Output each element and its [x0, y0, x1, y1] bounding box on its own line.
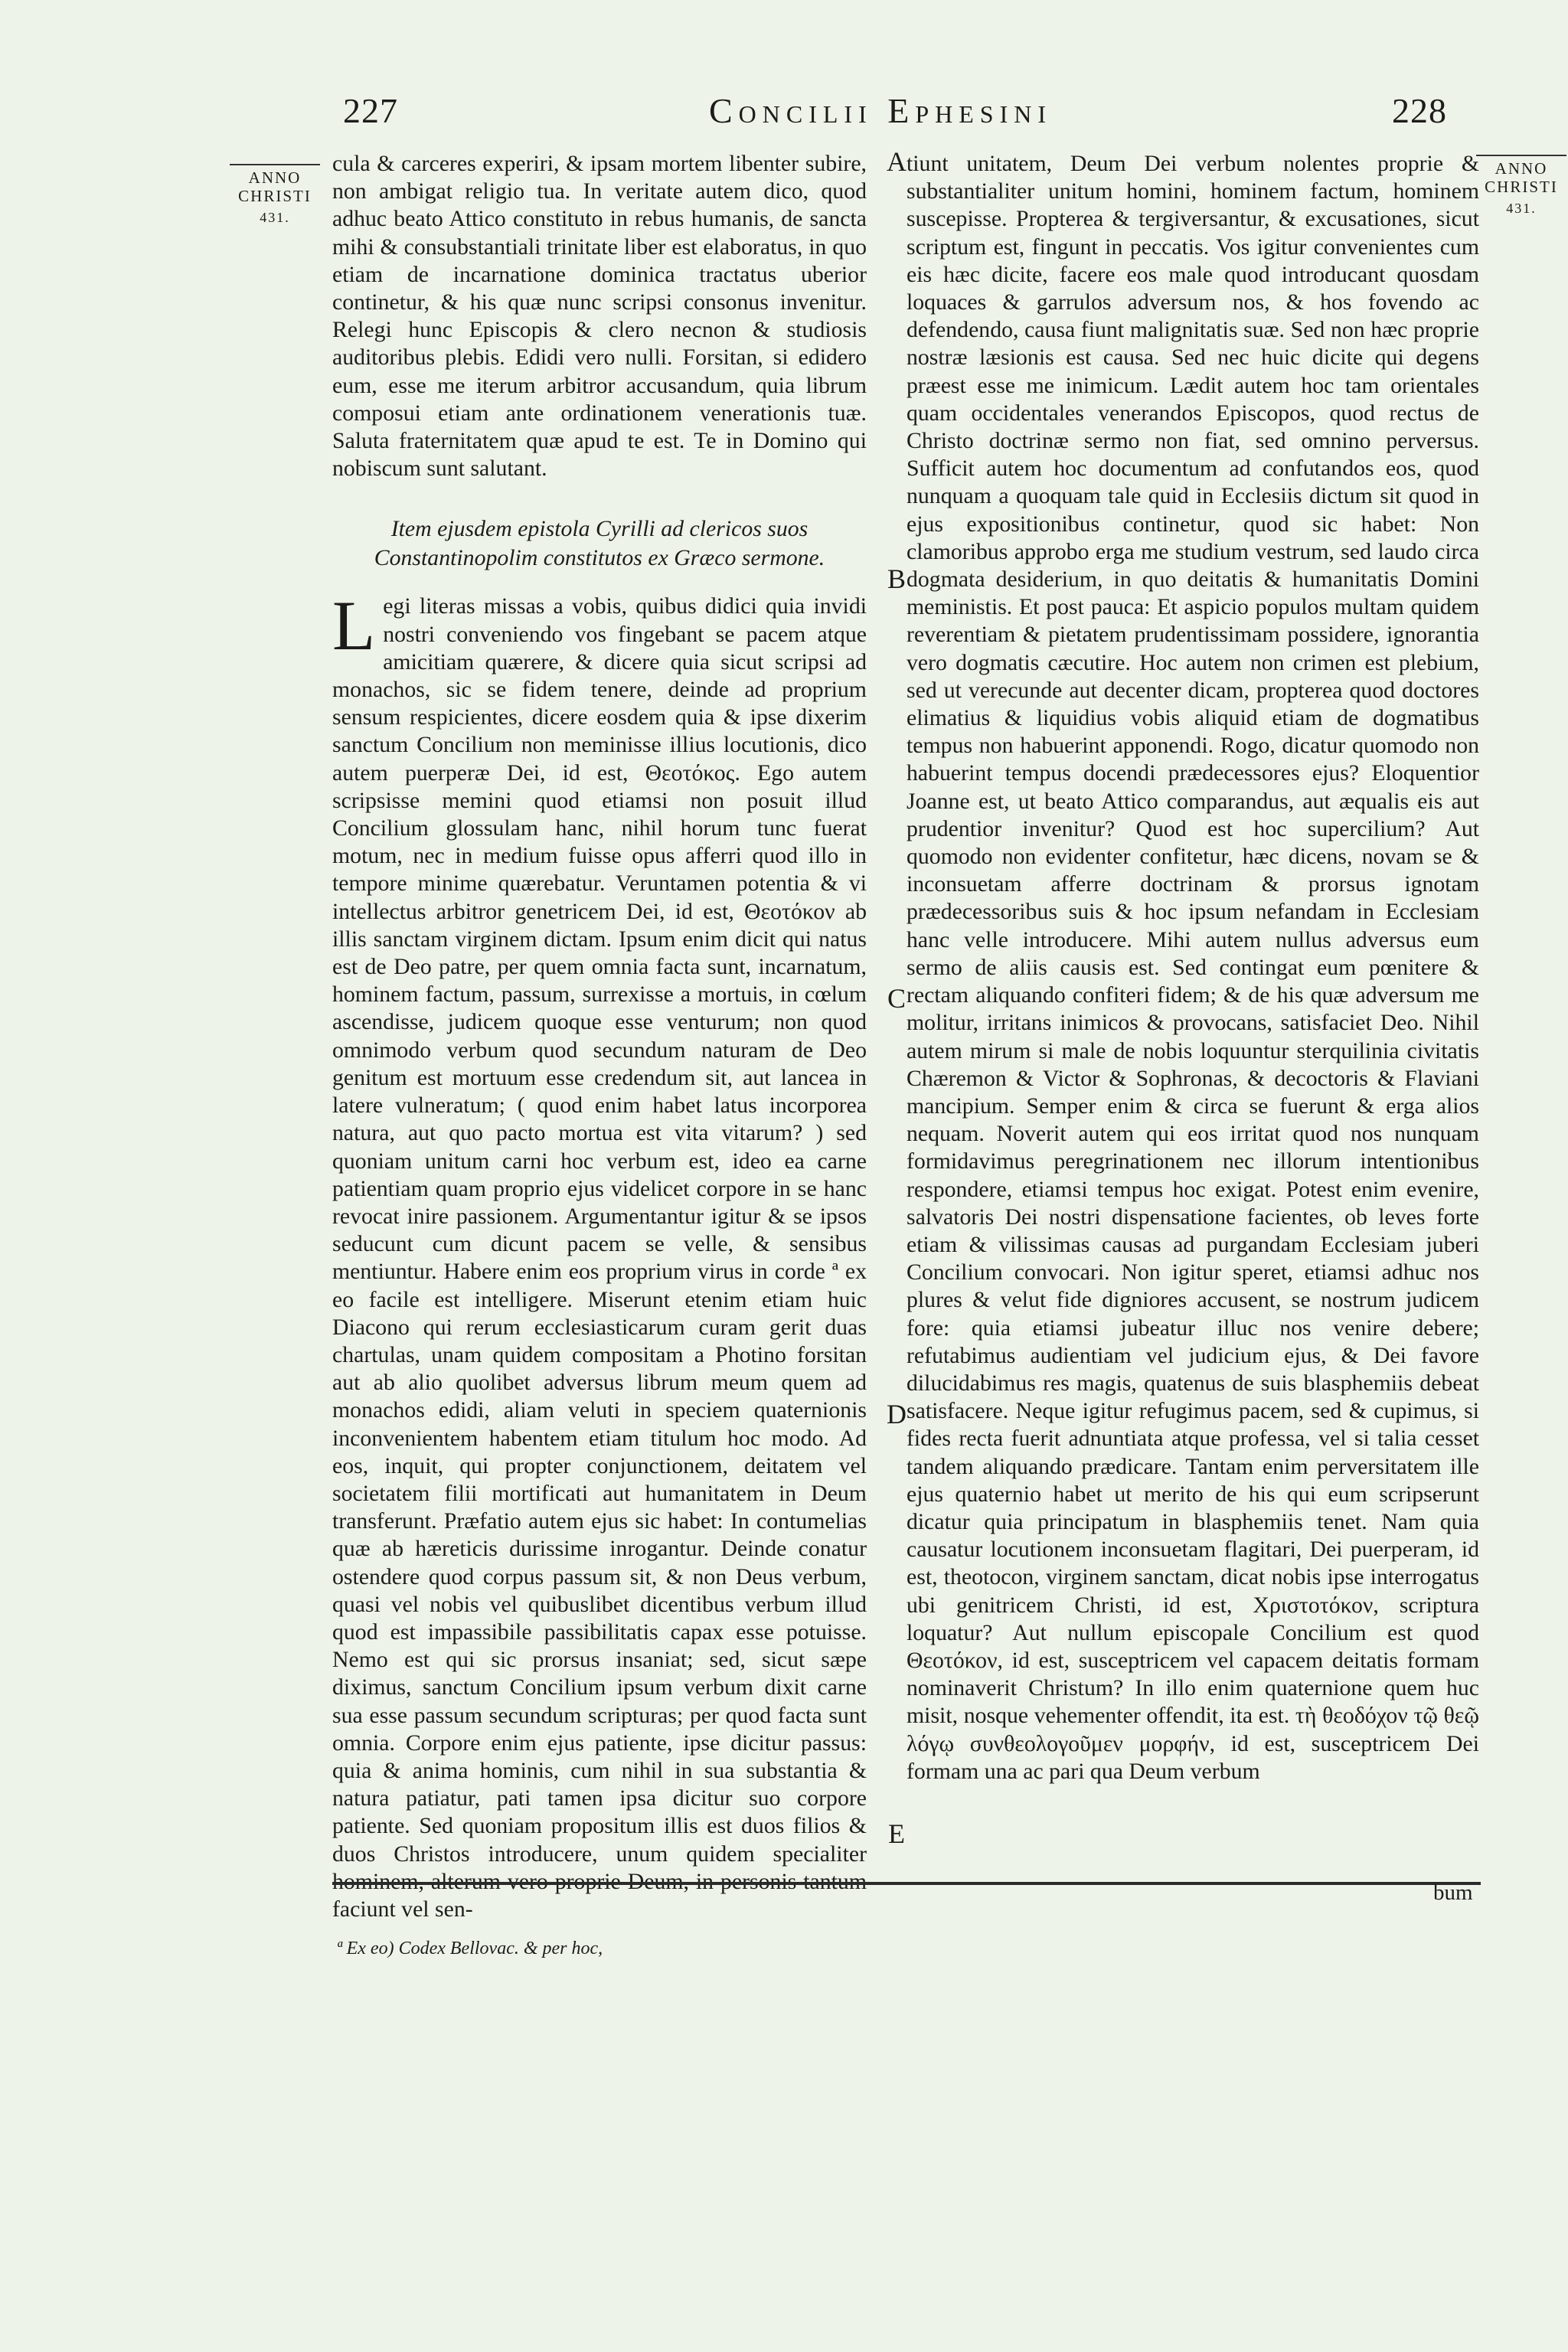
left-margin-year: 431.: [260, 210, 290, 225]
section-mark-a: A: [887, 146, 906, 177]
left-paragraph-2: [332, 586, 867, 1923]
catchword: bum: [1433, 1880, 1473, 1905]
section-mark-d: D: [887, 1399, 906, 1429]
right-margin-year: 431.: [1506, 201, 1537, 216]
left-page-number: 227: [343, 91, 398, 130]
epistle-heading: Item ejusdem epistola Cyrilli ad clericos suos Constantinopolim constitutos ex Græco sermone.: [374, 516, 825, 571]
drop-cap: L: [332, 586, 376, 665]
section-mark-e: E: [888, 1818, 905, 1849]
section-mark-b: B: [887, 564, 906, 594]
left-paragraph-1: cula & carceres experiri, & ipsam mortem libenter subire, non ambigat religio tua. In veritate autem dico, quod adhuc beato Attico constituto in rebus humanis, de sancta mihi & consubstantiali trinitate liber est elaboratus, in quo etiam de incarnatione dominica tractatus uberior continetur, & his quæ nunc scripsi consonus invenitur. Relegi hunc Episcopis & clero necnon & studiosis auditoribus plebis. Edidi vero nulli. Forsitan, si edidero eum, esse me iterum arbitror accusandum, quia librum composui etiam ante ordinationem venerationis tuæ. Saluta fraternitatem quæ apud te est. Te in Domino qui nobiscum sunt salutant.: [332, 151, 867, 482]
left-margin-note: [230, 164, 320, 227]
left-margin-note-label: ANNO CHRISTI: [238, 168, 312, 205]
section-mark-c: C: [887, 983, 906, 1014]
footnote-rule: [332, 1882, 1481, 1885]
footnote: ª Ex eo) Codex Bellovac. & per hoc,: [337, 1939, 603, 1958]
left-column: [332, 150, 867, 1923]
right-page-number: 228: [1392, 91, 1447, 130]
right-margin-note: [1476, 155, 1566, 217]
right-column: [906, 150, 1479, 1785]
right-margin-note-label: ANNO CHRISTI: [1485, 159, 1558, 196]
running-title: Concilii Ephesini: [708, 91, 1053, 130]
left-paragraph-2-text: egi literas missas a vobis, quibus didici quia invidi nostri conveniendo vos fingebant se pacem atque amicitiam quærere, & dicere quia sicut scripsi ad monachos, sic se fidem tenere, deinde ad proprium sensum respicientes, dicere eosdem quia & ipse dixerim sanctum Concilium non meminisse illius locutionis, dico autem puerperæ Dei, id est, Θεοτόκος. Ego autem scripsisse memini quod etiamsi non posuit illud Concilium glossulam hanc, nihil horum tunc fuerat motum, nec in medium fuisse opus afferri quod illo in tempore minime quærebatur. Veruntamen potentia & vi intellectus arbitror genetricem Dei, id est, Θεοτόκον ab illis sanctam virginem dictam. Ipsum enim dicit qui natus est de Deo patre, per quem omnia facta sunt, incarnatum, hominem factum, passum, surrexisse a mortuis, in cœlum ascendisse, judicem quoque esse venturum; non quod omnimodo verbum quod secundum naturam de Deo genitum est mortuum esse credendum sit, aut lancea in latere vulneratum; ( quod enim habet latus incorporea natura, aut quo pacto mortua est vita vitarum? ) sed quoniam unitum carni hoc verbum est, ideo ea carne patientiam quam proprio ejus videlicet corpore in se hanc revocat inire passionem. Argumentantur igitur & se ipsos seducunt cum dicunt pacem se velle, & sensibus mentiuntur. Habere enim eos proprium virus in corde ª ex eo facile est intelligere. Miserunt etenim etiam huic Diacono qui rerum ecclesiasticarum curam gerit duas chartulas, unam quidem compositam a Photino forsitan aut ab alio quolibet adversus librum meum quem ad monachos edidi, aliam veluti in speciem quaternionis inconvenientem habentem etiam titulum hoc modo. Ad eos, inquit, qui propter conjunctionem, deitatem vel societatem filii mortificati aut humanitatem in Deum transferunt. Præfatio autem ejus sic habet: In contumelias quæ ab hæreticis durissime inrogantur. Deinde conatur ostendere quod corpus passum sit, & non Deus verbum, quasi vel nobis vel quibuslibet dicentibus verbum illud quod est impassibile passibilitatis capax esse potuisse. Nemo est qui sic prorsus insaniat; sed, sicut sæpe diximus, sanctum Concilium ipsum verbum dixit carne sua esse passum secundum scripturas; per quod facta sunt omnia. Corpore enim ejus patiente, ipse dicitur passus: quia & anima hominis, cum nihil in sua substantia & natura patiatur, pati tamen ipsa dicitur suo corpore patiente. Sed quoniam propositum illis est duos filios & duos Christos introducere, unum quidem specialiter hominem, alterum vero proprie Deum, in personis tantum faciunt vel sen-: [332, 593, 867, 1922]
right-paragraph: tiunt unitatem, Deum Dei verbum nolentes proprie & substantialiter unitum homini, hominem factum, hominem suscepisse. Propterea & tergiversantur, & excusationes, sicut scriptum est, fingunt in peccatis. Vos igitur convenientes cum eis hæc dicite, facere eos male quod introducant quosdam loquaces & garrulos adversum nos, & hos fovendo ac defendendo, causa fiunt malignitatis suæ. Sed non hæc proprie nostræ læsionis est causa. Sed nec huic dicite qui degens præest esse me inimicum. Lædit autem hoc tam orientales quam occidentales venerandos Episcopos, quod rectus de Christo doctrinæ sermo non fiat, sed omnino perversus. Sufficit autem hoc documentum ad confutandos eos, quod nunquam a quoquam tale quid in Ecclesiis dictum sit quod in ejus expositionibus continetur, quod sic habet: Non clamoribus approbo erga me studium vestrum, sed laudo circa dogmata desiderium, in quo deitatis & humanitatis Domini meministis. Et post pauca: Et aspicio populos multam quidem reverentiam & pietatem prudentissimam possidere, ignorantia vero dogmatis cæcutire. Hoc autem non crimen est plebium, sed ut verecunde aut decenter dicam, propterea quod doctores elimatius & liquidius vobis aliquid etiam de dogmatibus tempus non habuerint apponendi. Rogo, dicatur quomodo non habuerint tempus docendi prædecessores ejus? Eloquentior Joanne est, ut beato Attico comparandus, aut æqualis eis aut prudentior invenitur? Quod est hoc supercilium? Aut quomodo non evidenter confitetur, hæc dicens, novam se & inconsuetam afferre doctrinam & prorsus ignotam prædecessoribus suis & hoc ipsum nefandam in Ecclesiam hanc velle introducere. Mihi autem nullus adversus eum sermo de aliis causis est. Sed contingat eum pœnitere & rectam aliquando confiteri fidem; & de his quæ adversum me molitur, irritans inimicos & provocans, satisfaciet Deo. Nihil autem mirum si male de nobis loquuntur sterquilinia civitatis Chæremon & Victor & Sophronas, & decoctoris & Flaviani mancipium. Semper enim & circa se fuerunt & erga alios nequam. Noverit autem qui eos irritat quod nos nunquam formidavimus peregrinationem nec illorum intentionibus respondere, etiamsi tempus hoc exigat. Potest enim evenire, salvatoris Dei nostri dispensatione facientes, ob leves forte etiam & vilissimas causas ad purgandam Ecclesiam juberi Concilium convocari. Non igitur speret, etiamsi adhuc nos plures & velut fide digniores accusent, se nostrum judicem fore: quia etiamsi jubeatur illuc nos venire debere; refutabimus audientiam vel judicium ejus, & Dei favore dilucidabimus res magis, quatenus de suis blasphemiis debeat satisfacere. Neque igitur refugimus pacem, sed & cupimus, si fides recta fuerit adnuntiata atque professa, vel si talia cesset tandem aliquando prædicare. Tantam enim perversitatem ille ejus quaternio habet ut merito de his qui eum scripserunt dicatur quia principatum in blasphemiis tenet. Nam quia causatur locutionem inconsuetam flagitari, Dei puerperam, id est, theotocon, virginem sanctam, dicat nobis ipse interrogatus ubi genitricem Christi, id est, Χριστοτόκον, scriptura loquatur? Aut nullum episcopale Concilium est quod Θεοτόκον, id est, susceptricem vel capacem deitatis formam nominaverit Christum? In illo enim quaternione quem huc misit, nosque vehementer offendit, ita est. τὴ θεοδόχον τῷ θεῷ λόγῳ συνθεολογοῦμεν μορφήν, id est, susceptricem Dei formam una ac pari qua Deum verbum: [906, 151, 1479, 1784]
